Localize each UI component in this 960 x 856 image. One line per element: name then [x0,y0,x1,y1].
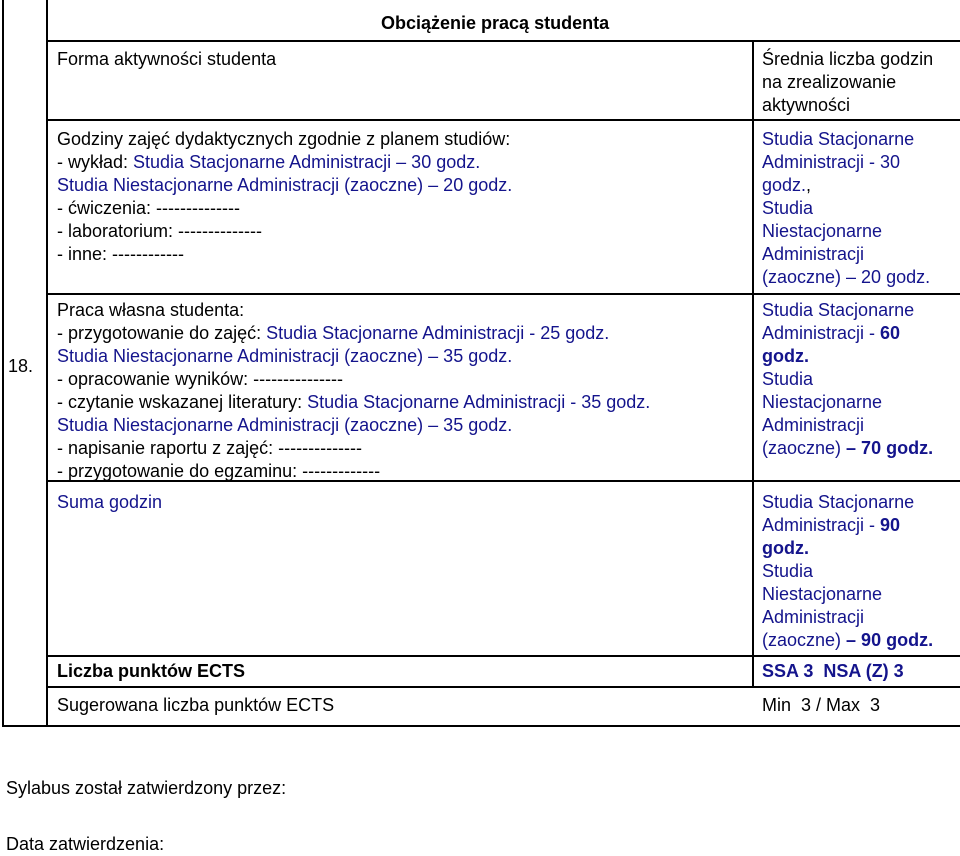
header-activity-form: Forma aktywności studenta [57,49,277,69]
exam-preparation: - przygotowanie do egzaminu: ------------- [57,461,381,481]
row-divider [46,293,960,295]
s2-right-4: Studia [762,369,814,389]
s2-right-3: godz. [762,346,809,366]
approved-by-label: Sylabus został zatwierdzony przez: [6,778,287,798]
lecture-hours-line: - wykład: Studia Stacjonarne Administracji – 30 godz. [57,152,481,172]
s1-right-4: Studia [762,198,814,218]
report-writing: - napisanie raportu z zajęć: -------------- [57,438,363,458]
suggested-ects-label: Sugerowana liczba punktów ECTS [57,695,335,715]
s1-right-2: Administracji - 30 [762,152,901,172]
row-divider [46,40,960,42]
s2-right-2: Administracji - 60 [762,323,901,343]
s1-right-7: (zaoczne) – 20 godz. [762,267,931,287]
table-title: Obciążenie pracą studenta [381,13,610,33]
s1-right-1: Studia Stacjonarne [762,129,915,149]
class-preparation-line: - przygotowanie do zajęć: Studia Stacjonarne Administracji - 25 godz. [57,323,610,343]
laboratory-hours: - laboratorium: -------------- [57,221,262,241]
reading-line: - czytanie wskazanej literatury: Studia Stacjonarne Administracji - 35 godz. [57,392,651,412]
ects-value: SSA 3 NSA (Z) 3 [762,661,904,681]
sum-right-3: godz. [762,538,809,558]
sum-label: Suma godzin [57,492,163,512]
exercises-hours: - ćwiczenia: -------------- [57,198,240,218]
row-divider [46,655,960,657]
table-border-bottom [2,725,960,727]
s1-right-3: godz., [762,175,812,195]
s2-right-5: Niestacjonarne [762,392,883,412]
row-divider [46,686,960,688]
reading-part-time: Studia Niestacjonarne Administracji (zaoczne) – 35 godz. [57,415,513,435]
other-hours: - inne: ------------ [57,244,184,264]
number-column-divider [46,0,48,727]
suggested-ects-value: Min 3 / Max 3 [762,695,881,715]
contact-hours-heading: Godziny zajęć dydaktycznych zgodnie z planem studiów: [57,129,511,149]
table-border-left [2,0,4,727]
sum-right-1: Studia Stacjonarne [762,492,915,512]
lecture-hours-part-time: Studia Niestacjonarne Administracji (zaoczne) – 20 godz. [57,175,513,195]
results-processing: - opracowanie wyników: --------------- [57,369,343,389]
ects-label: Liczba punktów ECTS [57,661,246,681]
row-number: 18. [8,356,34,376]
header-average-hours-3: aktywności [762,95,851,115]
header-average-hours-1: Średnia liczba godzin [762,49,934,69]
s2-right-7: (zaoczne) – 70 godz. [762,438,934,458]
s1-right-5: Niestacjonarne [762,221,883,241]
sum-right-2: Administracji - 90 [762,515,901,535]
self-study-heading: Praca własna studenta: [57,300,245,320]
s2-right-1: Studia Stacjonarne [762,300,915,320]
sum-right-5: Niestacjonarne [762,584,883,604]
row-divider [46,119,960,121]
s2-right-6: Administracji [762,415,865,435]
s1-right-6: Administracji [762,244,865,264]
approval-date-label: Data zatwierdzenia: [6,834,165,854]
header-average-hours-2: na zrealizowanie [762,72,897,92]
sum-right-7: (zaoczne) – 90 godz. [762,630,934,650]
sum-right-6: Administracji [762,607,865,627]
class-preparation-part-time: Studia Niestacjonarne Administracji (zaoczne) – 35 godz. [57,346,513,366]
value-column-divider [752,40,754,687]
sum-right-4: Studia [762,561,814,581]
